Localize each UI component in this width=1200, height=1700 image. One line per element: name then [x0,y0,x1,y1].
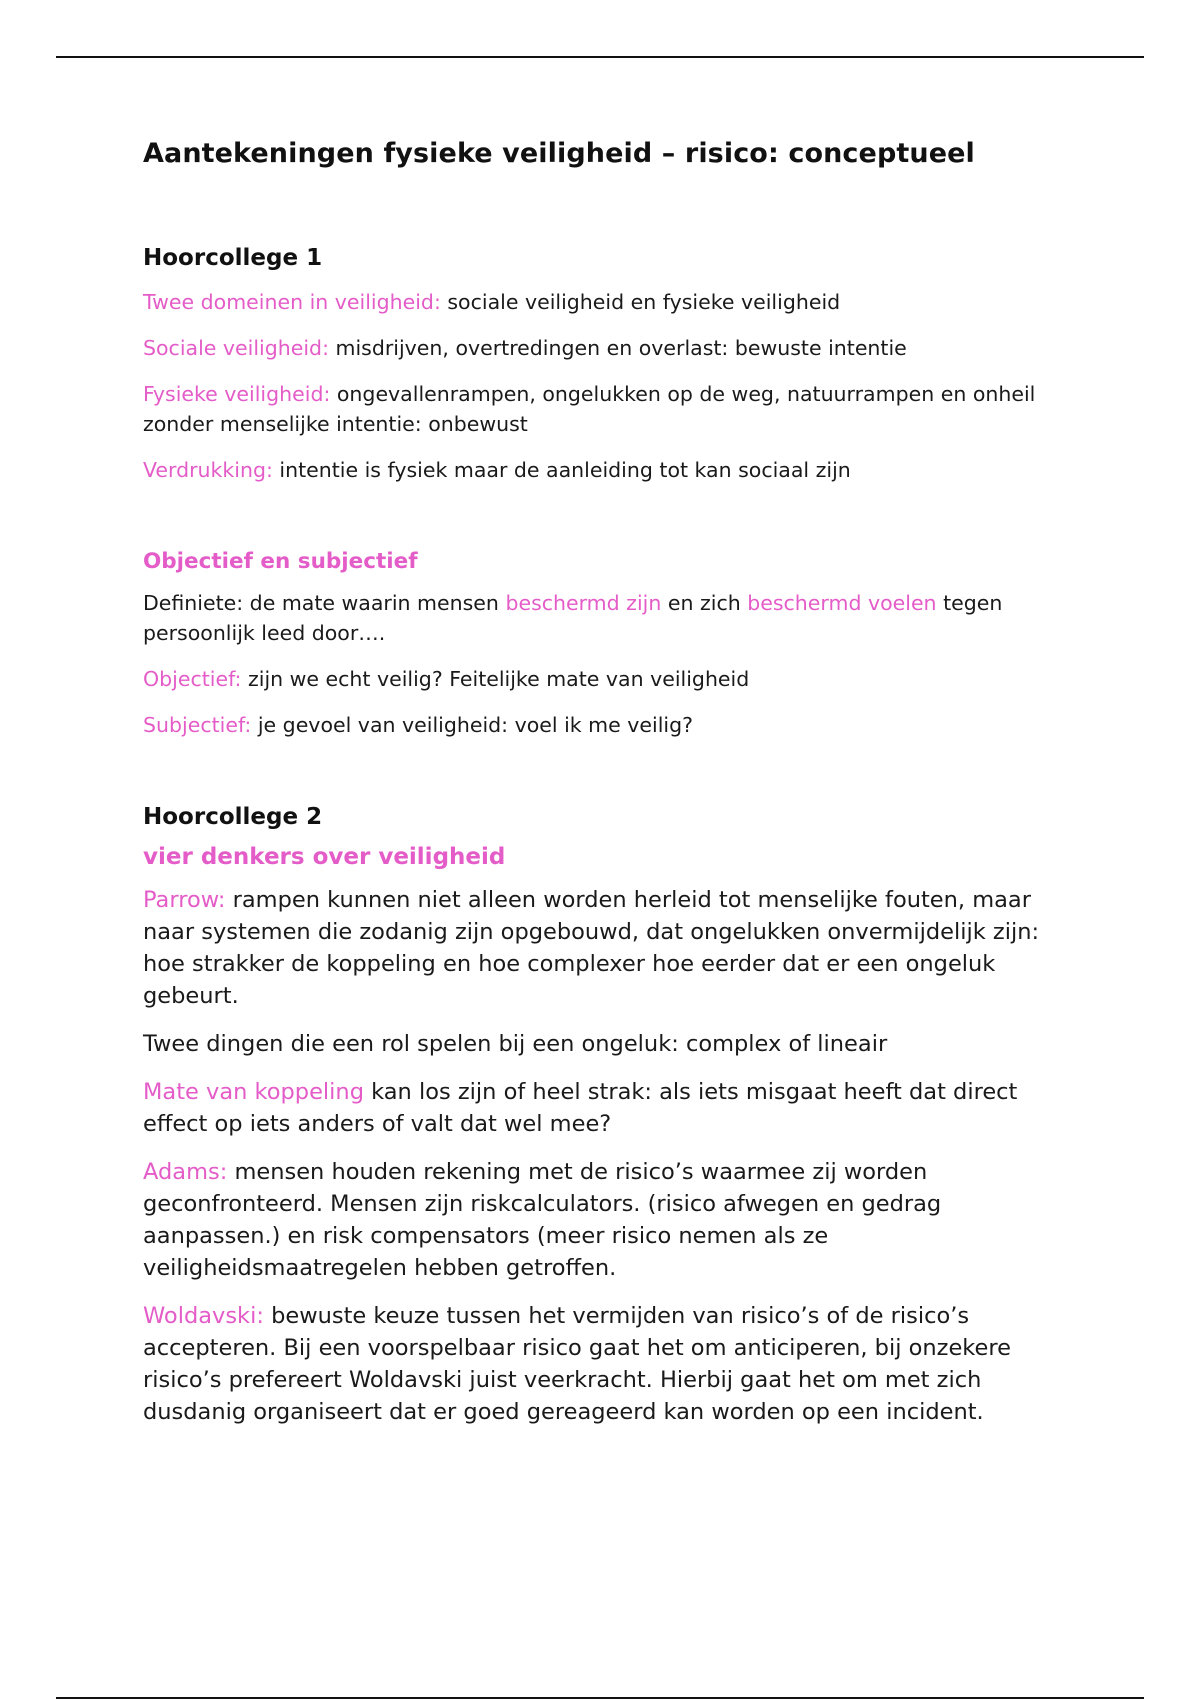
term: Twee domeinen in veiligheid: [143,290,441,314]
heading-objectief-subjectief: Objectief en subjectief [143,549,418,574]
text: mensen houden rekening met de risico’s waarmee zij worden geconfronteerd. Mensen zijn riskcalculators. (risico afwegen en gedrag aanpassen.) en risk compensators (meer risico nemen als ze veiligheidsmaatregelen hebben getroffen. [143,1159,942,1281]
paragraph-definitie [143,588,1063,648]
paragraph-objectief [143,664,1063,694]
term: Verdrukking: [143,458,273,482]
paragraph-fysieke-veiligheid [143,379,1063,439]
text: je gevoel van veiligheid: voel ik me veilig? [251,713,693,737]
term: Adams: [143,1159,228,1185]
term: Sociale veiligheid: [143,336,329,360]
paragraph-verdrukking [143,455,1063,485]
text: rampen kunnen niet alleen worden herleid tot menselijke fouten, maar naar systemen die zodanig zijn opgebouwd, dat ongelukken onvermijdelijk zijn: hoe strakker de koppeling en hoe complexer hoe eerder dat er een ongeluk gebeurt. [143,887,1040,1009]
term: Fysieke veiligheid: [143,382,331,406]
paragraph-sociale-veiligheid [143,333,1063,363]
text: misdrijven, overtredingen en overlast: bewuste intentie [328,336,907,360]
text: en zich [661,591,748,615]
text: intentie is fysiek maar de aanleiding tot kan sociaal zijn [272,458,851,482]
term: Objectief: [143,667,242,691]
highlight-beschermd-zijn: beschermd zijn [505,591,662,615]
term: Woldavski: [143,1303,264,1329]
paragraph-subjectief [143,710,1063,740]
paragraph-twee-domeinen [143,287,1063,317]
heading-hoorcollege-1: Hoorcollege 1 [143,245,323,271]
paragraph-mate-van-koppeling [143,1076,1063,1140]
heading-vier-denkers: vier denkers over veiligheid [143,844,506,870]
text: zijn we echt veilig? Feitelijke mate van veiligheid [241,667,750,691]
paragraph-parrow [143,884,1063,1012]
document-title: Aantekeningen fysieke veiligheid – risico: conceptueel [143,138,975,169]
document-page [143,138,1063,1444]
paragraph-twee-dingen: Twee dingen die een rol spelen bij een ongeluk: complex of lineair [143,1031,888,1057]
text: tegen persoonlijk leed door…. [143,591,1003,645]
term: Mate van koppeling [143,1079,364,1105]
text: bewuste keuze tussen het vermijden van risico’s of de risico’s accepteren. Bij een voorspelbaar risico gaat het om anticiperen, bij onzekere risico’s prefereert Woldavski juist veerkracht. Hierbij gaat het om met zich dusdanig organiseert dat er goed gereageerd kan worden op een incident. [143,1303,1011,1425]
paragraph-woldavski [143,1300,1063,1428]
text: kan los zijn of heel strak: als iets misgaat heeft dat direct effect op iets anders of valt dat wel mee? [143,1079,1018,1137]
term: Subjectief: [143,713,252,737]
paragraph-adams [143,1156,1063,1284]
highlight-beschermd-voelen: beschermd voelen [747,591,937,615]
text: sociale veiligheid en fysieke veiligheid [440,290,841,314]
bottom-rule [56,1697,1144,1699]
text: ongevallenrampen, ongelukken op de weg, natuurrampen en onheil zonder menselijke intentie: onbewust [143,382,1036,436]
term: Parrow: [143,887,226,913]
text: Definiete: de mate waarin mensen [143,591,506,615]
top-rule [56,56,1144,58]
heading-hoorcollege-2: Hoorcollege 2 [143,804,323,830]
